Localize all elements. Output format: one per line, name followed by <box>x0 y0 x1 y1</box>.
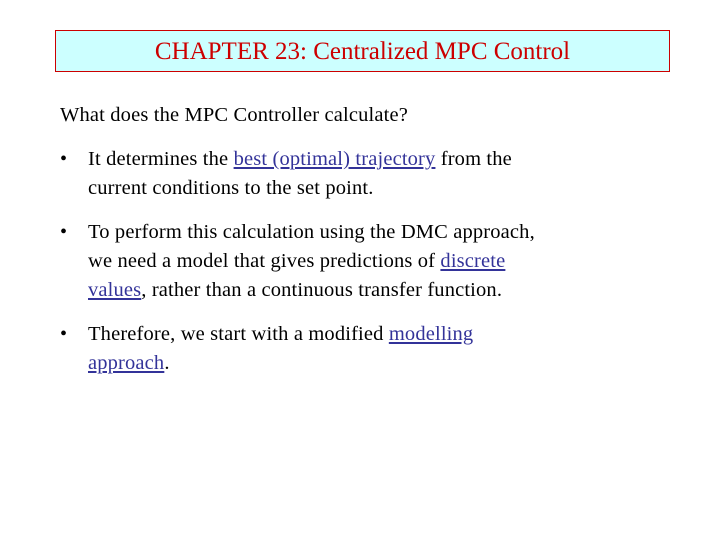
link-modelling-approach-cont[interactable]: approach <box>88 352 165 374</box>
bullet-text: , rather than a continuous transfer function. <box>141 279 503 301</box>
bullet-icon: • <box>60 148 68 170</box>
bullet-text: we need a model that gives predictions of <box>88 250 441 272</box>
link-modelling-approach[interactable]: modelling <box>388 323 474 345</box>
bullet-line <box>88 218 680 247</box>
bullet-line <box>88 349 680 378</box>
bullet-item-trajectory <box>60 145 680 203</box>
bullet-line <box>88 174 680 203</box>
bullet-icon: • <box>60 323 68 345</box>
bullet-text: It determines the <box>88 148 234 170</box>
link-discrete-values[interactable]: discrete <box>440 250 506 272</box>
bullet-line <box>88 320 680 349</box>
link-discrete-values-cont[interactable]: values <box>88 279 142 301</box>
bullet-list <box>60 145 680 393</box>
bullet-text: Therefore, we start with a modified <box>88 323 389 345</box>
bullet-text: To perform this calculation using the DMC approach, <box>88 221 535 243</box>
link-best-trajectory[interactable]: best (optimal) trajectory <box>233 148 436 170</box>
bullet-line <box>88 247 680 276</box>
bullet-text: current conditions to the set point. <box>88 177 374 199</box>
bullet-line <box>88 276 680 305</box>
bullet-text: from the <box>435 148 512 170</box>
bullet-item-modelling <box>60 320 680 378</box>
title-box <box>55 30 670 72</box>
bullet-line <box>88 145 680 174</box>
question-text: What does the MPC Controller calculate? <box>60 104 408 126</box>
slide-title: CHAPTER 23: Centralized MPC Control <box>154 37 571 65</box>
bullet-icon: • <box>60 221 68 243</box>
bullet-text: . <box>164 352 170 374</box>
bullet-item-dmc <box>60 218 680 305</box>
